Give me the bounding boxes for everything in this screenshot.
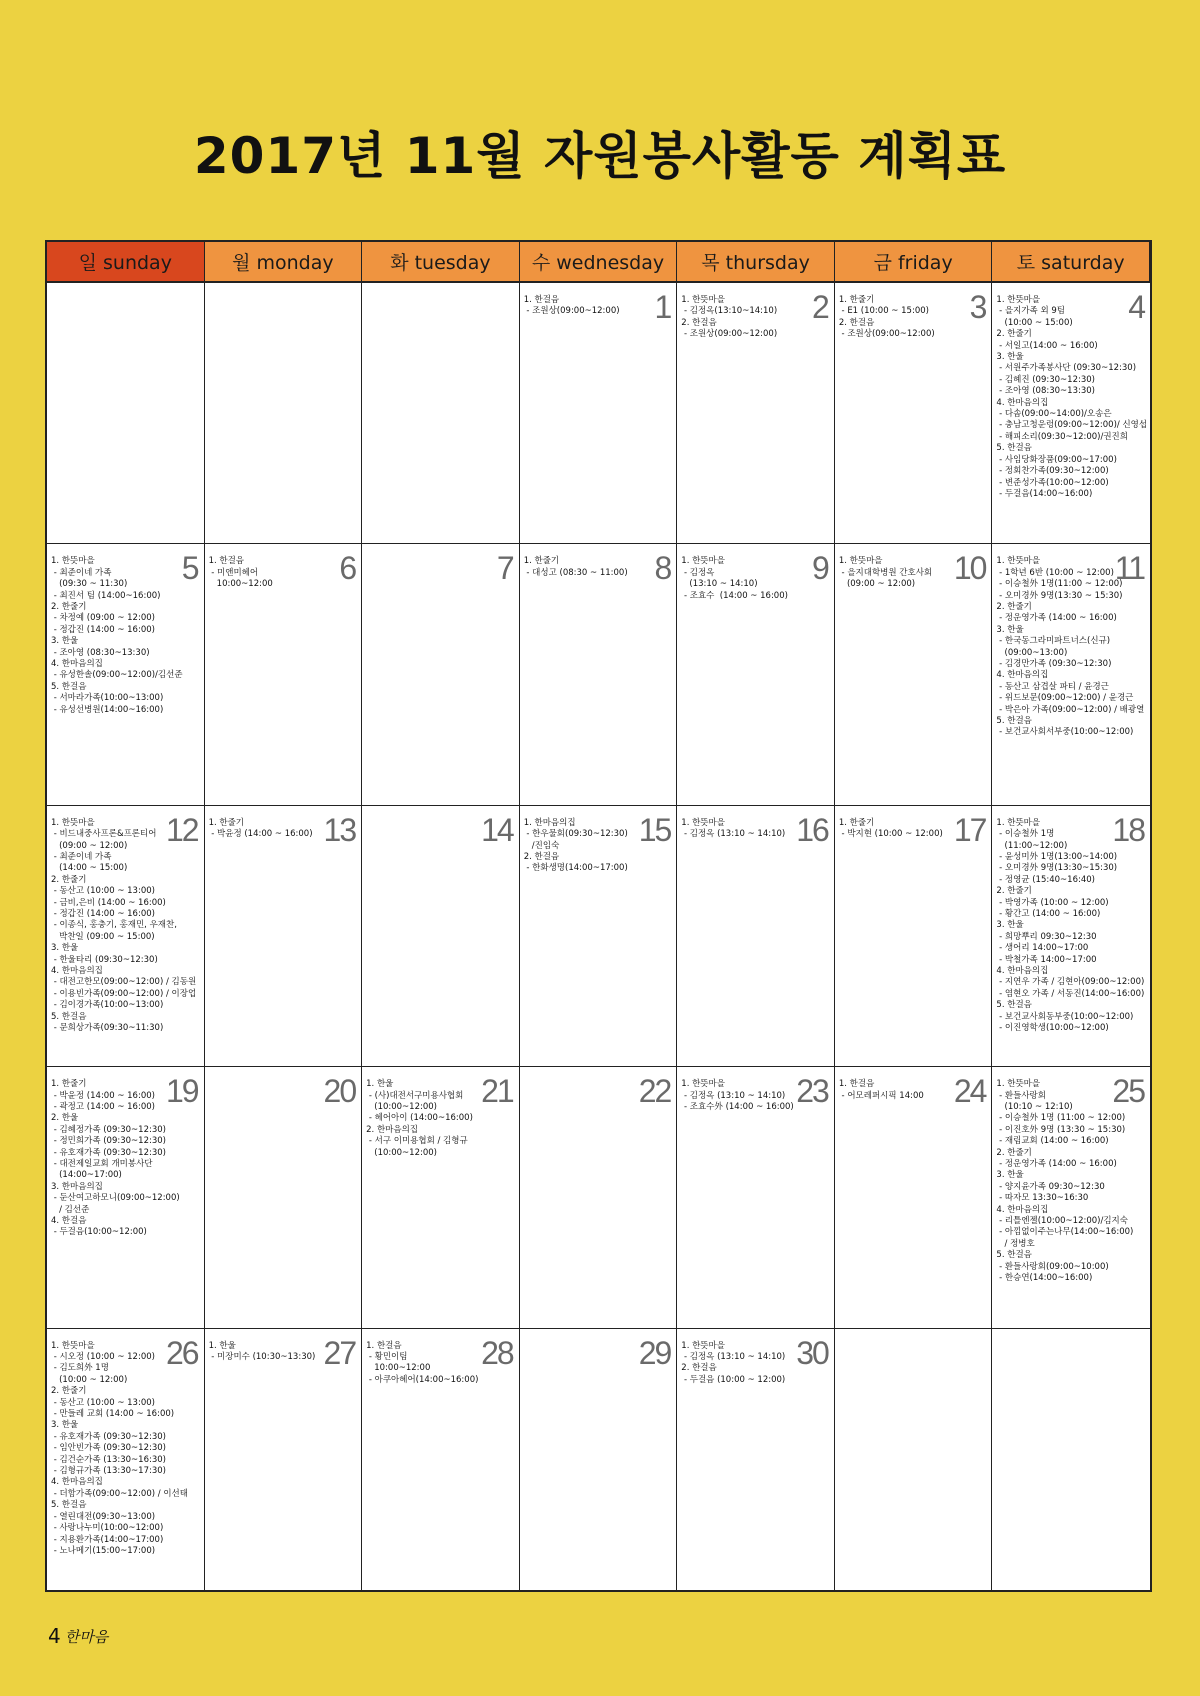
activity-list — [681, 295, 830, 341]
day-number: 6 — [339, 550, 356, 587]
activity-line: - 문희상가족(09:30~11:30) — [51, 1023, 164, 1034]
activity-line: - 조아영 (08:30~13:30) — [51, 647, 150, 658]
day-cell — [47, 1067, 205, 1328]
weekday-header: 화 tuesday — [362, 242, 520, 283]
activity-line: 3. 한울 — [51, 943, 79, 954]
activity-line: 4. 한마음의집 — [51, 659, 103, 670]
day-number: 11 — [1114, 550, 1144, 587]
day-cell — [835, 806, 993, 1067]
activity-line: /진임숙 — [523, 840, 560, 851]
activity-line: - 한승연(14:00~16:00) — [996, 1273, 1093, 1284]
activity-line: 1. 한뜻마을 — [996, 1079, 1041, 1090]
activity-line: - 김정옥 — [681, 567, 715, 578]
activity-line: - 김형규가족 (13:30~17:30) — [51, 1466, 166, 1477]
activity-line: - 유호재가족 (09:30~12:30) — [51, 1431, 166, 1442]
activity-line: - 이종식, 홍충기, 홍재민, 우재찬, — [51, 920, 177, 931]
page-footer — [48, 1624, 108, 1648]
activity-line: - 김혜진 (09:30~12:30) — [996, 374, 1095, 385]
day-cell — [205, 1329, 363, 1590]
day-number: 4 — [1128, 289, 1144, 325]
activity-line: - 한화생명(14:00~17:00) — [523, 863, 628, 874]
activity-line: - 헤어아이 (14:00~16:00) — [366, 1113, 473, 1124]
day-number: 25 — [1112, 1073, 1144, 1110]
activity-line: 5. 한걸음 — [996, 443, 1032, 454]
day-number: 2 — [812, 289, 828, 325]
activity-line: - 대성고 (08:30 ~ 11:00) — [523, 567, 628, 578]
activity-list — [524, 556, 673, 579]
activity-line: (14:00~17:00) — [51, 1170, 122, 1181]
activity-line: - 박윤정 (14:00 ~ 16:00) — [208, 829, 313, 840]
activity-line: - 서마라가족(10:00~13:00) — [51, 693, 164, 704]
activity-line: - 재림교회 (14:00 ~ 16:00) — [996, 1136, 1109, 1147]
day-number: 9 — [812, 550, 828, 587]
activity-line: 4. 한마음의집 — [996, 670, 1049, 681]
day-cell — [362, 806, 520, 1067]
day-number: 18 — [1112, 811, 1144, 848]
day-cell — [992, 1067, 1150, 1328]
activity-line: - 유성한솔(09:00~12:00)/김선준 — [51, 670, 183, 681]
activity-line: 1. 한줄기 — [838, 295, 875, 305]
activity-line: - 환들사랑회 — [996, 1090, 1046, 1101]
activity-list — [996, 818, 1146, 1035]
activity-line: - 둔산여고하모니(09:00~12:00) — [51, 1193, 180, 1204]
activity-line: - 보건교사회동부중(10:00~12:00) — [996, 1011, 1134, 1022]
day-cell — [992, 544, 1150, 805]
day-number: 17 — [953, 811, 986, 848]
day-number: 21 — [481, 1073, 513, 1110]
activity-line: 2. 한걸음 — [523, 852, 560, 863]
activity-line: / 김선준 — [51, 1204, 90, 1215]
day-number: 28 — [481, 1334, 513, 1371]
activity-line: 10:00~12:00 — [208, 579, 273, 590]
activity-line: - 노나메기(15:00~17:00) — [51, 1545, 156, 1556]
activity-line: - 비드내중사프론&프론티어 — [51, 829, 157, 840]
activity-line: 5. 한걸음 — [51, 1500, 87, 1511]
weekday-header: 금 friday — [835, 242, 993, 283]
day-cell — [677, 1067, 835, 1328]
activity-line: - 더함가족(09:00~12:00) / 이선태 — [51, 1488, 188, 1499]
activity-list — [51, 556, 200, 716]
activity-line: 1. 한걸음 — [366, 1340, 402, 1351]
activity-line: - 유호재가족 (09:30~12:30) — [51, 1147, 166, 1158]
activity-line: (10:10 ~ 12:10) — [996, 1102, 1073, 1112]
activity-line: - 김이경가족(10:00~13:00) — [51, 1000, 164, 1011]
activity-line: 10:00~12:00 — [366, 1363, 431, 1374]
activity-line: - 지연우 가족 / 김현아(09:00~12:00) — [996, 977, 1145, 988]
activity-line: 2. 한줄기 — [51, 1386, 87, 1397]
activity-line: 2. 한걸음 — [681, 1363, 717, 1374]
day-cell — [47, 806, 205, 1067]
day-cell — [992, 283, 1150, 544]
day-cell — [677, 283, 835, 544]
activity-line: - 정영균 (15:40~16:40) — [996, 874, 1095, 885]
magazine-name: 한마음 — [64, 1627, 109, 1646]
activity-line: - 정갑진 (14:00 ~ 16:00) — [51, 624, 155, 635]
page-title: 2017년 11월 자원봉사활동 계획표 — [193, 127, 1007, 185]
activity-line: 1. 한뜻마을 — [681, 817, 725, 828]
activity-line: 2. 한걸음 — [838, 317, 875, 328]
activity-line: - 오미경外 9명(13:30 ~ 15:30) — [996, 590, 1123, 601]
activity-line: 1. 한울 — [208, 1340, 236, 1351]
day-number: 22 — [638, 1073, 671, 1110]
day-number: 1 — [654, 289, 671, 325]
activity-line: 4. 한마음의집 — [51, 1477, 103, 1488]
activity-line: - 아낌없이주는나무(14:00~16:00) — [996, 1227, 1134, 1238]
activity-line: - 양지윤가족 09:30~12:30 — [996, 1181, 1105, 1192]
day-cell — [47, 283, 205, 544]
activity-list — [209, 556, 358, 590]
activity-line: - 동산고 삼겹살 파티 / 윤경근 — [996, 681, 1109, 692]
activity-line: - 조효수 (14:00 ~ 16:00) — [681, 590, 788, 601]
day-cell — [47, 1329, 205, 1590]
activity-line: - 시오정 (10:00 ~ 12:00) — [51, 1352, 155, 1362]
activity-line: 4. 한마음의집 — [996, 1204, 1049, 1215]
activity-line: 1. 한뜻마을 — [51, 817, 95, 828]
activity-line: 1. 한줄기 — [51, 1079, 87, 1090]
activity-line: - 조아영 (08:30~13:30) — [996, 386, 1095, 397]
activity-line: (09:00 ~ 12:00) — [51, 840, 128, 851]
activity-line: - 조효수外 (14:00 ~ 16:00) — [681, 1102, 794, 1112]
activity-line: 1. 한뜻마을 — [681, 1340, 725, 1351]
activity-line: 2. 한줄기 — [51, 874, 87, 885]
activity-line: 1. 한걸음 — [523, 295, 560, 305]
day-cell — [520, 1067, 678, 1328]
day-number: 10 — [953, 550, 986, 587]
day-number: 12 — [165, 811, 198, 848]
day-cell — [205, 283, 363, 544]
activity-line: 1. 한마음의집 — [523, 817, 576, 828]
activity-line: 1. 한뜻마을 — [681, 1079, 725, 1090]
activity-line: - 이승철外 1명 (11:00 ~ 12:00) — [996, 1113, 1126, 1124]
activity-line: - 정회찬가족(09:30~12:00) — [996, 466, 1109, 477]
activity-line: - 이승철外 1명 — [996, 829, 1055, 840]
activity-line: - 생어리 14:00~17:00 — [996, 943, 1089, 954]
activity-line: - 1학년 6반 (10:00 ~ 12:00) — [996, 567, 1114, 578]
day-number: 16 — [796, 811, 828, 848]
activity-line: - 한우물회(09:30~12:30) — [523, 829, 628, 840]
activity-line: - 김도희外 1명 — [51, 1363, 109, 1374]
day-cell — [362, 1329, 520, 1590]
day-cell — [47, 544, 205, 805]
activity-line: - 따자모 13:30~16:30 — [996, 1193, 1089, 1204]
activity-line: - 대전고한모(09:00~12:00) / 김동원 — [51, 977, 197, 988]
activity-line: 2. 한걸음 — [681, 317, 717, 328]
activity-line: (09:00 ~ 12:00) — [838, 579, 916, 590]
day-cell — [520, 1329, 678, 1590]
activity-line: 5. 한걸음 — [51, 1011, 87, 1022]
activity-line: - 동산고 (10:00 ~ 13:00) — [51, 886, 155, 897]
activity-line: - 최진서 팀 (14:00~16:00) — [51, 590, 161, 601]
activity-line: 1. 한뜻마을 — [996, 556, 1041, 567]
activity-line: - 오미경外 9명(13:30~15:30) — [996, 863, 1118, 874]
activity-line: 5. 한걸음 — [996, 1000, 1032, 1011]
activity-line: (10:00~12:00) — [366, 1147, 437, 1158]
day-cell — [520, 806, 678, 1067]
day-cell — [992, 1329, 1150, 1590]
activity-line: - 정운영가족 (14:00 ~ 16:00) — [996, 1159, 1117, 1170]
day-cell — [520, 283, 678, 544]
day-number: 29 — [638, 1334, 671, 1371]
day-cell — [677, 1329, 835, 1590]
day-cell — [362, 283, 520, 544]
activity-line: (09:30 ~ 11:30) — [51, 579, 128, 590]
activity-line: (09:00~13:00) — [996, 647, 1068, 658]
activity-line: 5. 한걸음 — [996, 716, 1032, 727]
activity-line: 3. 한울 — [996, 920, 1024, 931]
activity-line: - 지용환가족(14:00~17:00) — [51, 1534, 164, 1545]
activity-line: - 두걸음(10:00~12:00) — [51, 1227, 147, 1238]
day-number: 13 — [323, 811, 356, 848]
activity-line: 2. 한줄기 — [51, 602, 87, 613]
activity-line: 2. 한울 — [51, 1113, 79, 1124]
activity-line: 3. 한울 — [51, 1420, 79, 1431]
activity-line: - 김정옥 (13:10 ~ 14:10) — [681, 1352, 786, 1362]
activity-list — [839, 295, 988, 341]
day-cell — [835, 1067, 993, 1328]
activity-line: - 이진영학생(10:00~12:00) — [996, 1023, 1109, 1034]
activity-line: - 김정옥 (13:10 ~ 14:10) — [681, 829, 786, 840]
activity-line: - 박은아 가족(09:00~12:00) / 배광열 — [996, 704, 1145, 715]
activity-line: - 사랑나누미(10:00~12:00) — [51, 1523, 164, 1534]
activity-line: 1. 한걸음 — [838, 1079, 875, 1090]
activity-line: 3. 한울 — [51, 636, 79, 647]
activity-list — [996, 295, 1146, 500]
activity-line: - 김정옥 (13:10 ~ 14:10) — [681, 1090, 786, 1101]
activity-line: - 충남고청운렁(09:00~12:00)/ 신영섭 — [996, 420, 1148, 431]
activity-line: - 사임당화장품(09:00~17:00) — [996, 454, 1117, 465]
activity-line: - 김혜정가족 (09:30~12:30) — [51, 1124, 166, 1135]
activity-line: - 이진호外 9명 (13:30 ~ 15:30) — [996, 1124, 1126, 1135]
activity-line: - 열린대전(09:30~13:00) — [51, 1511, 156, 1522]
weekday-header: 토 saturday — [992, 242, 1150, 283]
activity-line: - 염현오 가족 / 서동진(14:00~16:00) — [996, 988, 1145, 999]
activity-line: 5. 한걸음 — [996, 1250, 1032, 1261]
activity-line: 1. 한뜻마을 — [681, 295, 725, 305]
activity-line: - 김정옥(13:10~14:10) — [681, 306, 778, 317]
activity-line: - 서원주가족봉사단 (09:30~12:30) — [996, 363, 1137, 374]
day-number: 27 — [323, 1334, 356, 1371]
day-cell — [362, 544, 520, 805]
activity-line: - 조원상(09:00~12:00) — [838, 329, 935, 340]
day-cell — [992, 806, 1150, 1067]
activity-line: 2. 한줄기 — [996, 1147, 1032, 1158]
activity-line: - 다솜(09:00~14:00)/오송은 — [996, 409, 1112, 420]
page-number: 4 — [48, 1624, 61, 1648]
activity-line: - 이용빈가족(09:00~12:00) / 이장업 — [51, 988, 197, 999]
activity-line: - 희망뿌리 09:30~12:30 — [996, 931, 1097, 942]
activity-line: - 을지가족 외 9팀 — [996, 306, 1065, 317]
activity-line: - 서구 이미용협회 / 김형규 — [366, 1136, 468, 1147]
day-number: 26 — [165, 1334, 198, 1371]
day-number: 24 — [953, 1073, 986, 1110]
weekday-header: 일 sunday — [47, 242, 205, 283]
activity-line: 1. 한줄기 — [208, 817, 245, 828]
activity-line: 박찬일 (09:00 ~ 15:00) — [51, 931, 155, 942]
day-cell — [205, 1067, 363, 1328]
day-number: 7 — [496, 550, 513, 587]
activity-line: - 보건교사회서부중(10:00~12:00) — [996, 727, 1134, 738]
activity-line: - 어모레퍼시픽 14:00 — [838, 1090, 924, 1101]
activity-line: - 서일고(14:00 ~ 16:00) — [996, 340, 1098, 351]
activity-line: / 정병호 — [996, 1238, 1035, 1249]
day-cell — [362, 1067, 520, 1328]
activity-line: - 미장미수 (10:30~13:30) — [208, 1352, 316, 1362]
activity-line: 3. 한울 — [996, 1170, 1024, 1181]
weekday-header: 수 wednesday — [520, 242, 678, 283]
activity-line: - 조원상(09:00~12:00) — [681, 329, 778, 340]
activity-line: - 곽정고 (14:00 ~ 16:00) — [51, 1102, 155, 1112]
activity-line: - 박영가족 (10:00 ~ 12:00) — [996, 897, 1109, 908]
activity-line: (13:10 ~ 14:10) — [681, 579, 758, 590]
activity-line: - 황민이팀 — [366, 1352, 408, 1362]
activity-line: - 변준성가족(10:00~12:00) — [996, 477, 1109, 488]
activity-line: 2. 한줄기 — [996, 602, 1032, 613]
activity-line: - 윤성미外 1명(13:00~14:00) — [996, 852, 1118, 863]
activity-line: - 대전제일교회 개미봉사단 — [51, 1159, 153, 1170]
day-cell — [205, 806, 363, 1067]
weekday-header: 목 thursday — [677, 242, 835, 283]
activity-line: - 아쿠아헤어(14:00~16:00) — [366, 1374, 479, 1385]
day-cell — [835, 544, 993, 805]
activity-line: 1. 한뜻마을 — [681, 556, 725, 567]
activity-line: - 해피소리(09:30~12:00)/권진희 — [996, 431, 1128, 442]
activity-line: 1. 한뜻마을 — [51, 1340, 95, 1351]
activity-line: - 이승철外 1명(11:00 ~ 12:00) — [996, 579, 1123, 590]
activity-list — [681, 556, 830, 602]
activity-line: - 두걸음 (10:00 ~ 12:00) — [681, 1374, 786, 1385]
day-number: 30 — [796, 1334, 828, 1371]
activity-line: 4. 한마음의집 — [996, 397, 1049, 408]
activity-line: - 차정예 (09:00 ~ 12:00) — [51, 613, 155, 624]
weekday-header: 월 monday — [205, 242, 363, 283]
activity-line: - 임안빈가족 (09:30~12:30) — [51, 1443, 166, 1454]
activity-line: (10:00 ~ 15:00) — [996, 317, 1073, 328]
activity-line: - 김경만가족 (09:30~12:30) — [996, 659, 1112, 670]
activity-line: 4. 한마음의집 — [51, 966, 103, 977]
activity-line: - 금비,은비 (14:00 ~ 16:00) — [51, 897, 166, 908]
activity-line: 2. 한줄기 — [996, 886, 1032, 897]
activity-line: 1. 한줄기 — [838, 817, 875, 828]
activity-line: 2. 한마음의집 — [366, 1124, 419, 1135]
activity-line: 1. 한줄기 — [523, 556, 560, 567]
activity-line: 2. 한줄기 — [996, 329, 1032, 340]
day-number: 5 — [181, 550, 198, 587]
day-number: 3 — [969, 289, 986, 325]
day-number: 19 — [165, 1073, 198, 1110]
activity-line: 3. 한울 — [996, 624, 1024, 635]
activity-line: - 최준이네 가족 — [51, 567, 112, 578]
activity-line: - 최준이네 가족 — [51, 852, 112, 863]
activity-line: - 박지현 (10:00 ~ 12:00) — [838, 829, 943, 840]
day-cell — [677, 806, 835, 1067]
day-cell — [835, 283, 993, 544]
day-cell — [835, 1329, 993, 1590]
activity-line: - 위드보문(09:00~12:00) / 윤경근 — [996, 693, 1134, 704]
activity-line: - 정민희가족 (09:30~12:30) — [51, 1136, 166, 1147]
day-number: 15 — [638, 811, 671, 848]
activity-line: - 만들레 교회 (14:00 ~ 16:00) — [51, 1409, 175, 1420]
activity-line: - 동산고 (10:00 ~ 13:00) — [51, 1397, 155, 1408]
activity-line: 1. 한뜻마을 — [838, 556, 883, 567]
activity-list — [51, 818, 200, 1035]
activity-line: - 박철가족 14:00~17:00 — [996, 954, 1097, 965]
day-number: 23 — [796, 1073, 828, 1110]
activity-line: - 유성선병원(14:00~16:00) — [51, 704, 164, 715]
activity-line: - (사)대전서구미용사협회 — [366, 1090, 464, 1101]
day-cell — [520, 544, 678, 805]
activity-line: - 박윤정 (14:00 ~ 16:00) — [51, 1090, 155, 1101]
activity-line: (11:00~12:00) — [996, 840, 1068, 851]
activity-line: - 두걸음(14:00~16:00) — [996, 488, 1093, 499]
activity-list — [524, 295, 673, 318]
activity-line: 1. 한뜻마을 — [996, 295, 1041, 305]
day-number: 8 — [654, 550, 671, 587]
activity-list — [51, 1341, 200, 1558]
day-number: 14 — [481, 811, 513, 848]
activity-line: 1. 한뜻마을 — [51, 556, 95, 567]
activity-line: - 을지대학병원 간호사회 — [838, 567, 933, 578]
activity-line: 4. 한마음의집 — [996, 966, 1049, 977]
calendar-grid — [45, 240, 1152, 1592]
activity-line: (14:00 ~ 15:00) — [51, 863, 128, 874]
day-cell — [677, 544, 835, 805]
day-cell — [205, 544, 363, 805]
activity-line: 4. 한걸음 — [51, 1216, 87, 1227]
activity-line: - 조원상(09:00~12:00) — [523, 306, 620, 317]
activity-line: - 정운영가족 (14:00 ~ 16:00) — [996, 613, 1117, 624]
activity-line: 1. 한울 — [366, 1079, 394, 1090]
day-number: 20 — [323, 1073, 356, 1110]
activity-line: - E1 (10:00 ~ 15:00) — [838, 306, 929, 317]
activity-line: - 한국동그라미파트너스(신규) — [996, 636, 1111, 647]
activity-line: 5. 한걸음 — [51, 681, 87, 692]
activity-line: - 환들사랑회(09:00~10:00) — [996, 1261, 1109, 1272]
activity-line: - 황간고 (14:00 ~ 16:00) — [996, 909, 1101, 920]
activity-line: 1. 한걸음 — [208, 556, 245, 567]
activity-line: - 리틀엔젤(10:00~12:00)/김지숙 — [996, 1216, 1128, 1227]
activity-line: - 미앤미헤어 — [208, 567, 259, 578]
activity-line: - 정갑진 (14:00 ~ 16:00) — [51, 909, 155, 920]
activity-line: (10:00~12:00) — [366, 1102, 437, 1112]
activity-line: 3. 한울 — [996, 352, 1024, 363]
activity-line: 3. 한마음의집 — [51, 1181, 103, 1192]
activity-line: (10:00 ~ 12:00) — [51, 1374, 128, 1385]
activity-line: - 한울타리 (09:30~12:30) — [51, 954, 158, 965]
activity-line: 1. 한뜻마을 — [996, 817, 1041, 828]
activity-line: - 김건순가족 (13:30~16:30) — [51, 1454, 166, 1465]
